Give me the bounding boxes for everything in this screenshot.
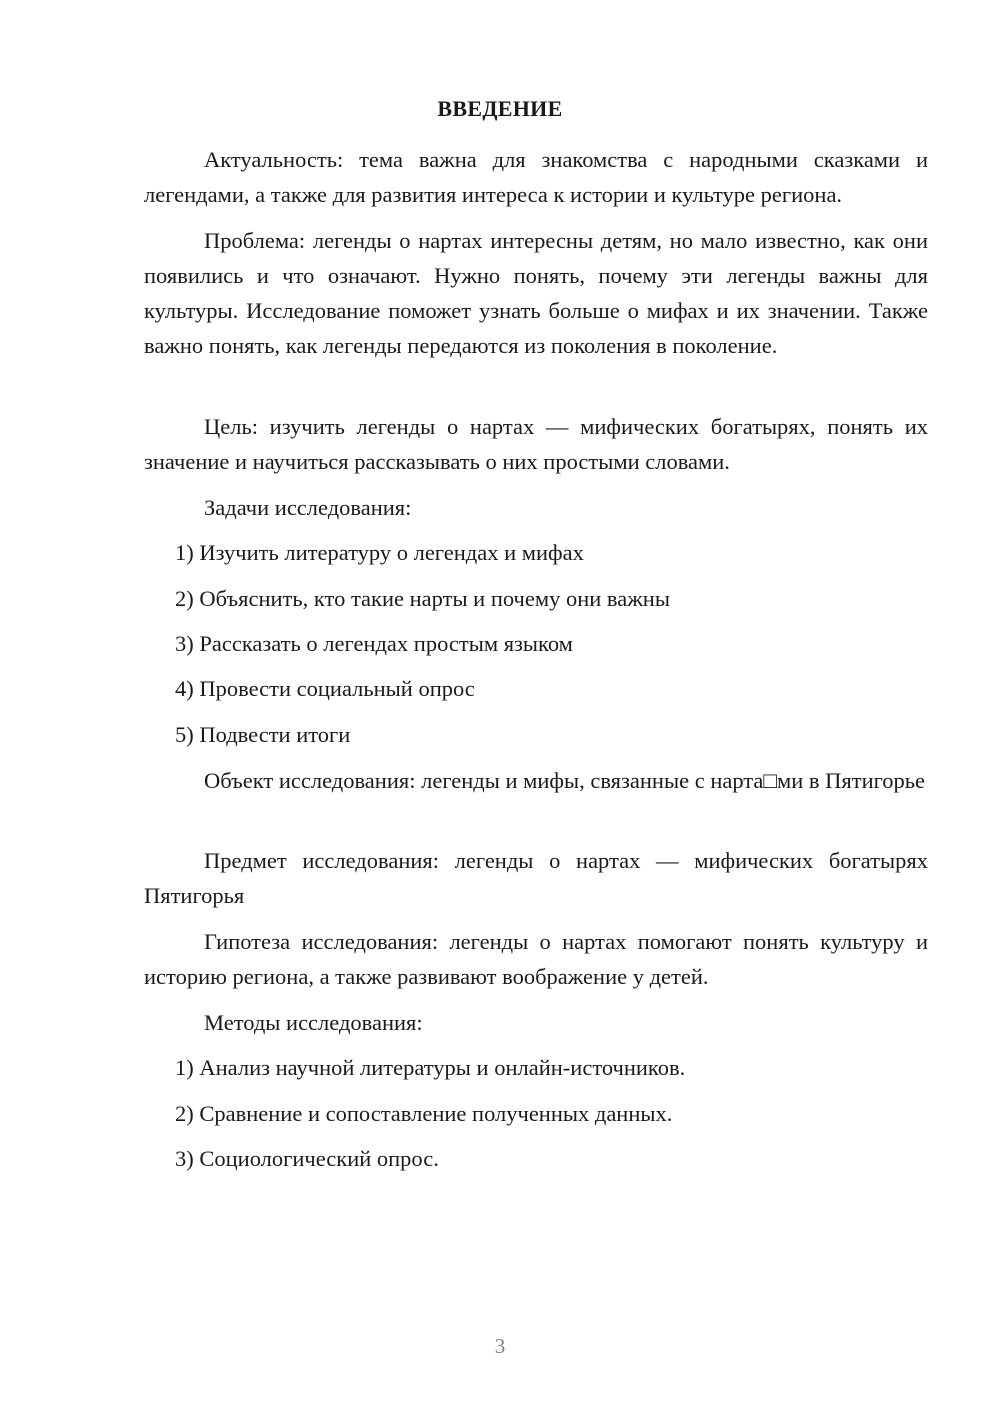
method-item-2: 2) Сравнение и сопоставление полученных данных. [175, 1101, 673, 1126]
goal-paragraph: Цель: изучить легенды о нартах — мифических богатырях, понять их значение и научиться рассказывать о них простыми словами. [144, 414, 928, 474]
method-item-1: 1) Анализ научной литературы и онлайн-источников. [175, 1055, 686, 1080]
task-item-4: 4) Провести социальный опрос [175, 676, 475, 701]
page-number: 3 [494, 1334, 506, 1358]
subject-paragraph: Предмет исследования: легенды о нартах — мифических богатырях Пятигорья [144, 848, 928, 908]
methods-heading: Методы исследования: [204, 1010, 423, 1035]
tasks-heading: Задачи исследования: [204, 495, 412, 520]
problem-paragraph: Проблема: легенды о нартах интересны детям, но мало известно, как они появились и что означают. Нужно понять, почему эти легенды важны для культуры. Исследование поможет узнать больше о мифах и их значении. Также важно понять, как легенды передаются из поколения в поколение. [144, 228, 928, 358]
section-title: ВВЕДЕНИЕ [437, 96, 563, 121]
task-item-5: 5) Подвести итоги [175, 722, 351, 747]
object-paragraph: Объект исследования: легенды и мифы, связанные с нарта□ми в Пятигорье [204, 768, 926, 793]
method-item-3: 3) Социологический опрос. [175, 1146, 439, 1171]
task-item-2: 2) Объяснить, кто такие нарты и почему они важны [175, 586, 670, 611]
task-item-1: 1) Изучить литературу о легендах и мифах [175, 540, 584, 565]
relevance-paragraph: Актуальность: тема важна для знакомства с народными сказками и легендами, а также для развития интереса к истории и культуре региона. [144, 147, 928, 207]
task-item-3: 3) Рассказать о легендах простым языком [175, 631, 573, 656]
hypothesis-paragraph: Гипотеза исследования: легенды о нартах помогают понять культуру и историю региона, а также развивают воображение у детей. [144, 929, 928, 989]
